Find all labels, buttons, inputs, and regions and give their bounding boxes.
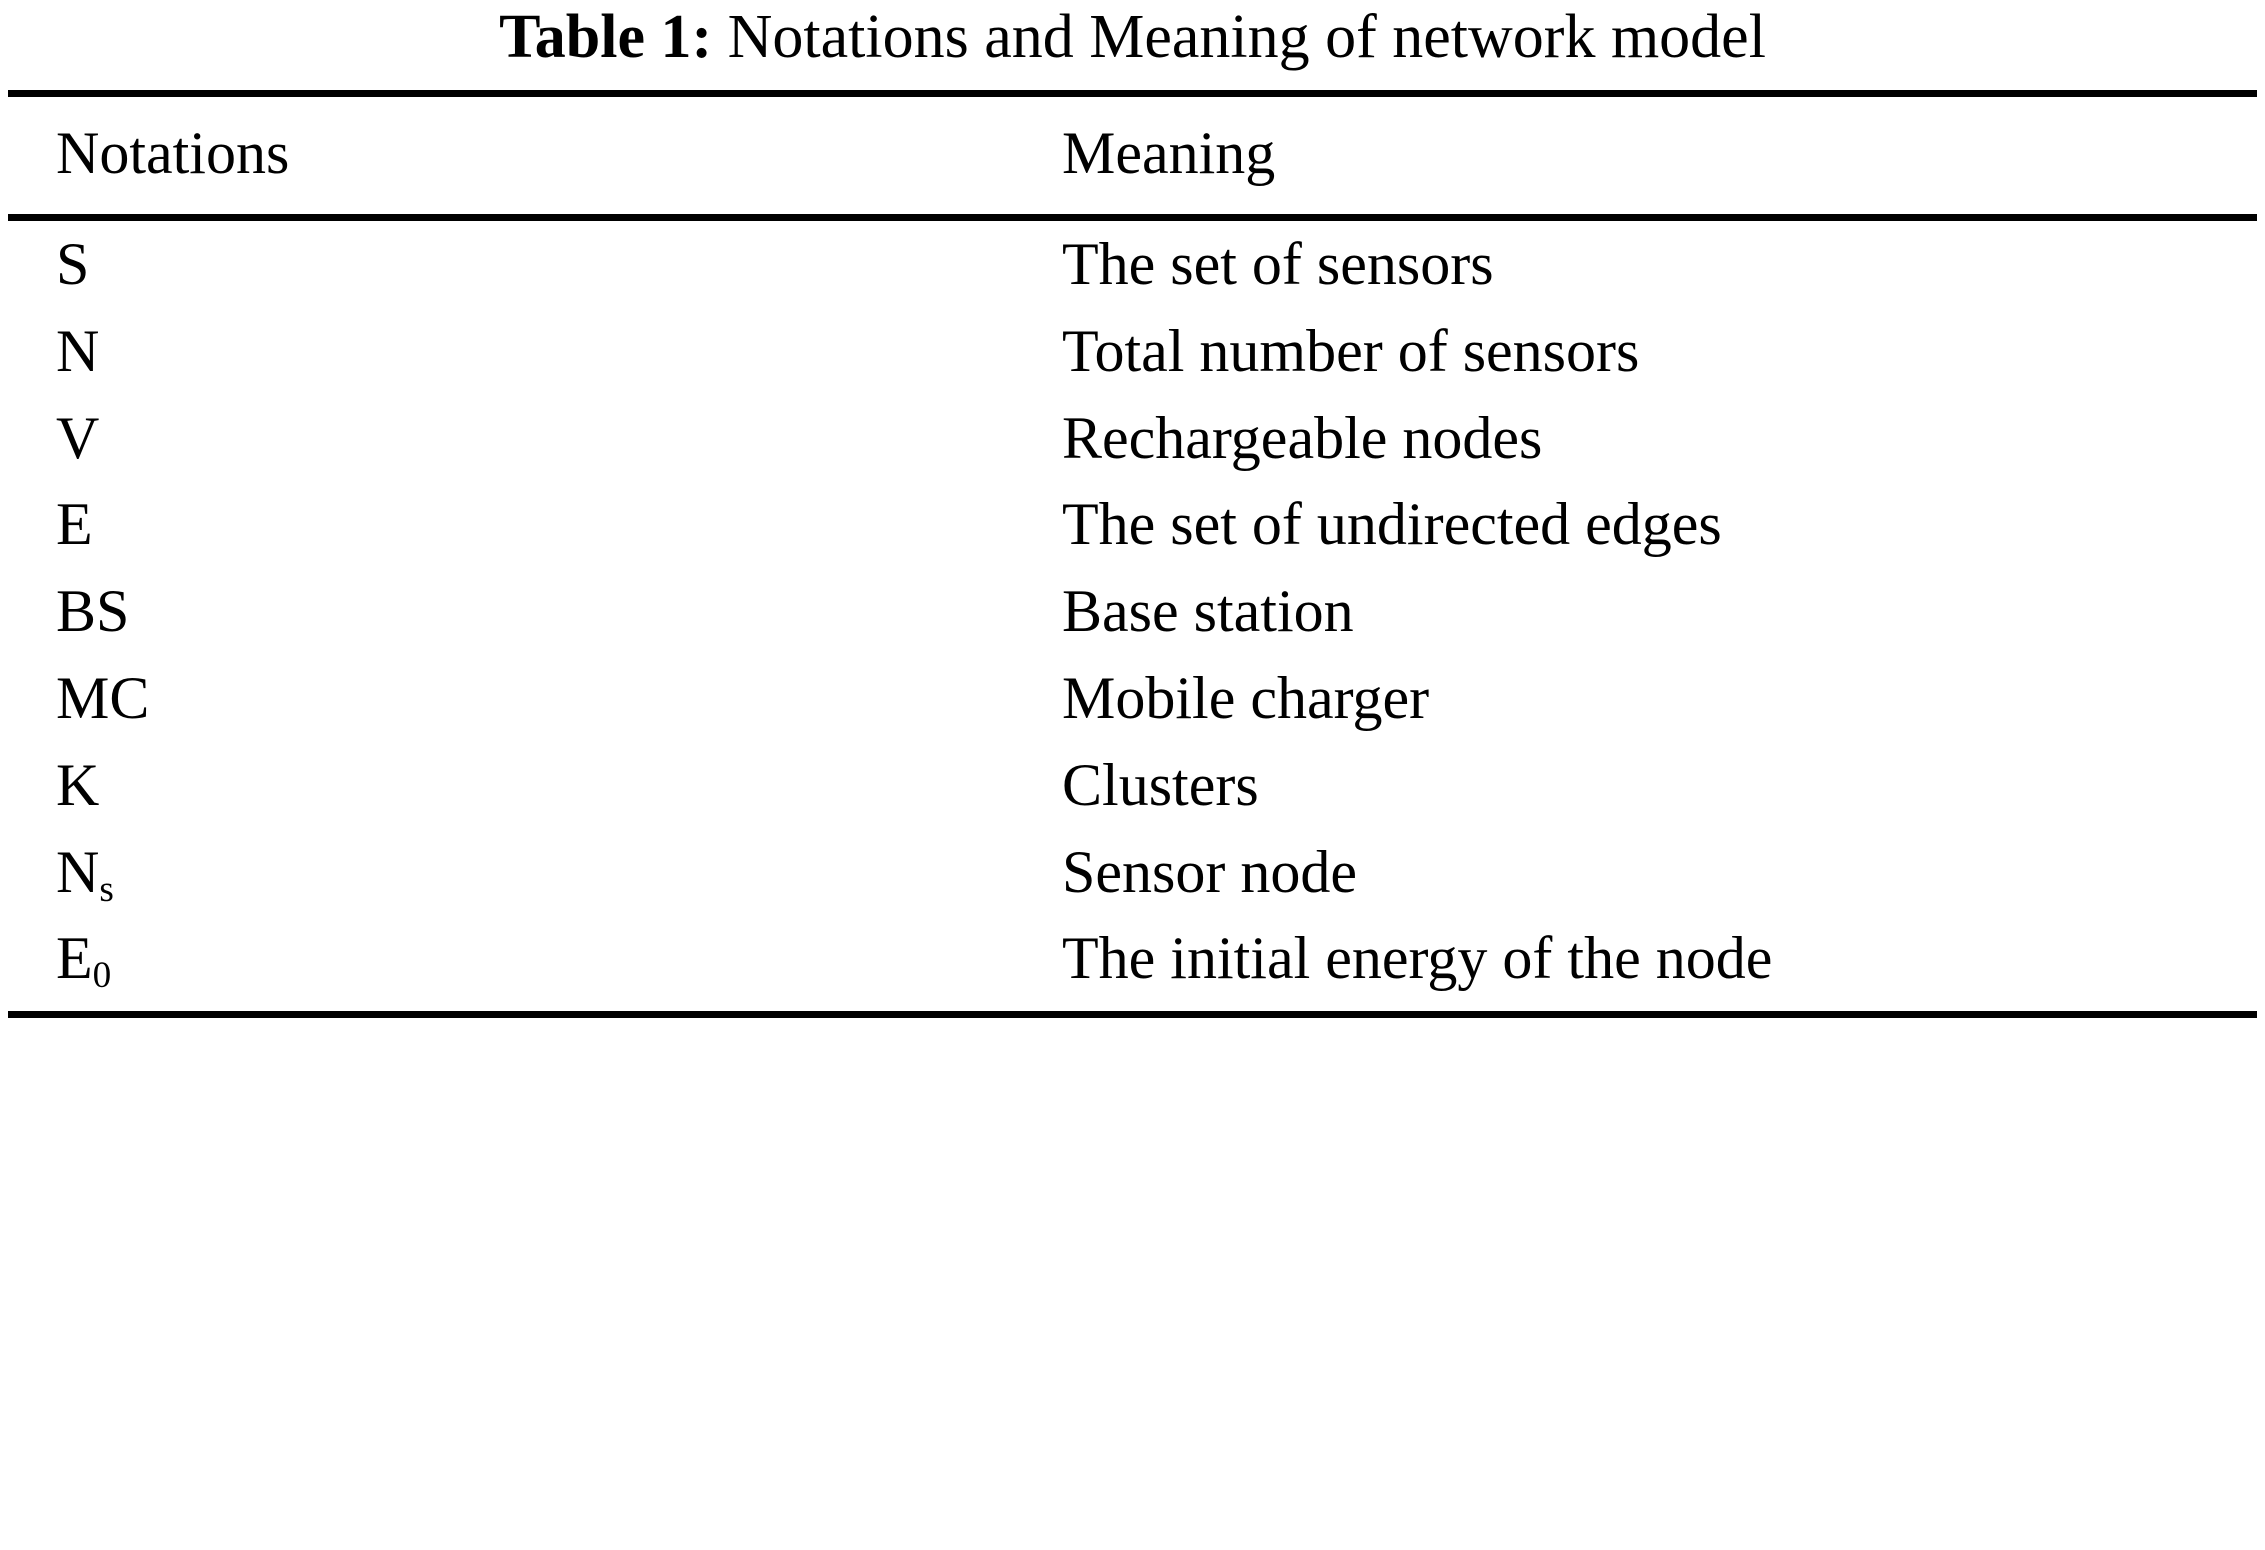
table-row [8,742,2257,829]
table-header [8,94,2257,218]
cell-notation [8,829,1038,916]
notations-table [8,90,2257,1018]
table-header-row [8,94,2257,218]
table-row [8,829,2257,916]
cell-meaning: Total number of sensors [1062,317,1640,384]
table-row [8,481,2257,568]
notation-text: V [56,404,100,471]
column-header-notations: Notations [8,94,1038,218]
cell-meaning: The initial energy of the node [1038,915,2257,1014]
cell-meaning: The set of undirected edges [1062,491,1722,558]
cell-notation [8,218,1038,308]
cell-notation [8,308,1038,395]
notation-text: MC [56,664,150,731]
cell-notation [8,481,1038,568]
cell-meaning: Clusters [1062,751,1259,818]
cell-notation [8,395,1038,482]
cell-notation [8,915,1038,1014]
table-caption-label: Table 1: [499,3,713,71]
table-row [8,655,2257,742]
table-row [8,568,2257,655]
cell-notation [8,655,1038,742]
notation-text: K [56,751,100,818]
cell-meaning: Sensor node [1062,838,1357,905]
table-caption-text: Notations and Meaning of network model [727,3,1766,71]
cell-notation [8,568,1038,655]
notation-subscript: 0 [92,955,112,997]
notation-text: S [56,231,90,297]
table-row [8,395,2257,482]
cell-meaning: The set of sensors [1062,231,1494,297]
column-header-meaning: Meaning [1038,94,2257,218]
table-row [8,218,2257,308]
notation-text: E [56,491,93,558]
notation-text: N [56,838,100,905]
table-row [8,308,2257,395]
cell-notation [8,742,1038,829]
cell-meaning: Base station [1062,578,1354,645]
table-row [8,915,2257,1014]
cell-meaning: Mobile charger [1062,664,1430,731]
notation-subscript: s [99,868,114,910]
notation-text: N [56,317,100,384]
notation-text: BS [56,578,130,645]
cell-meaning: Rechargeable nodes [1062,404,1543,471]
table-caption [8,0,2257,90]
table-body [8,218,2257,1015]
notation-text: E [56,925,93,992]
